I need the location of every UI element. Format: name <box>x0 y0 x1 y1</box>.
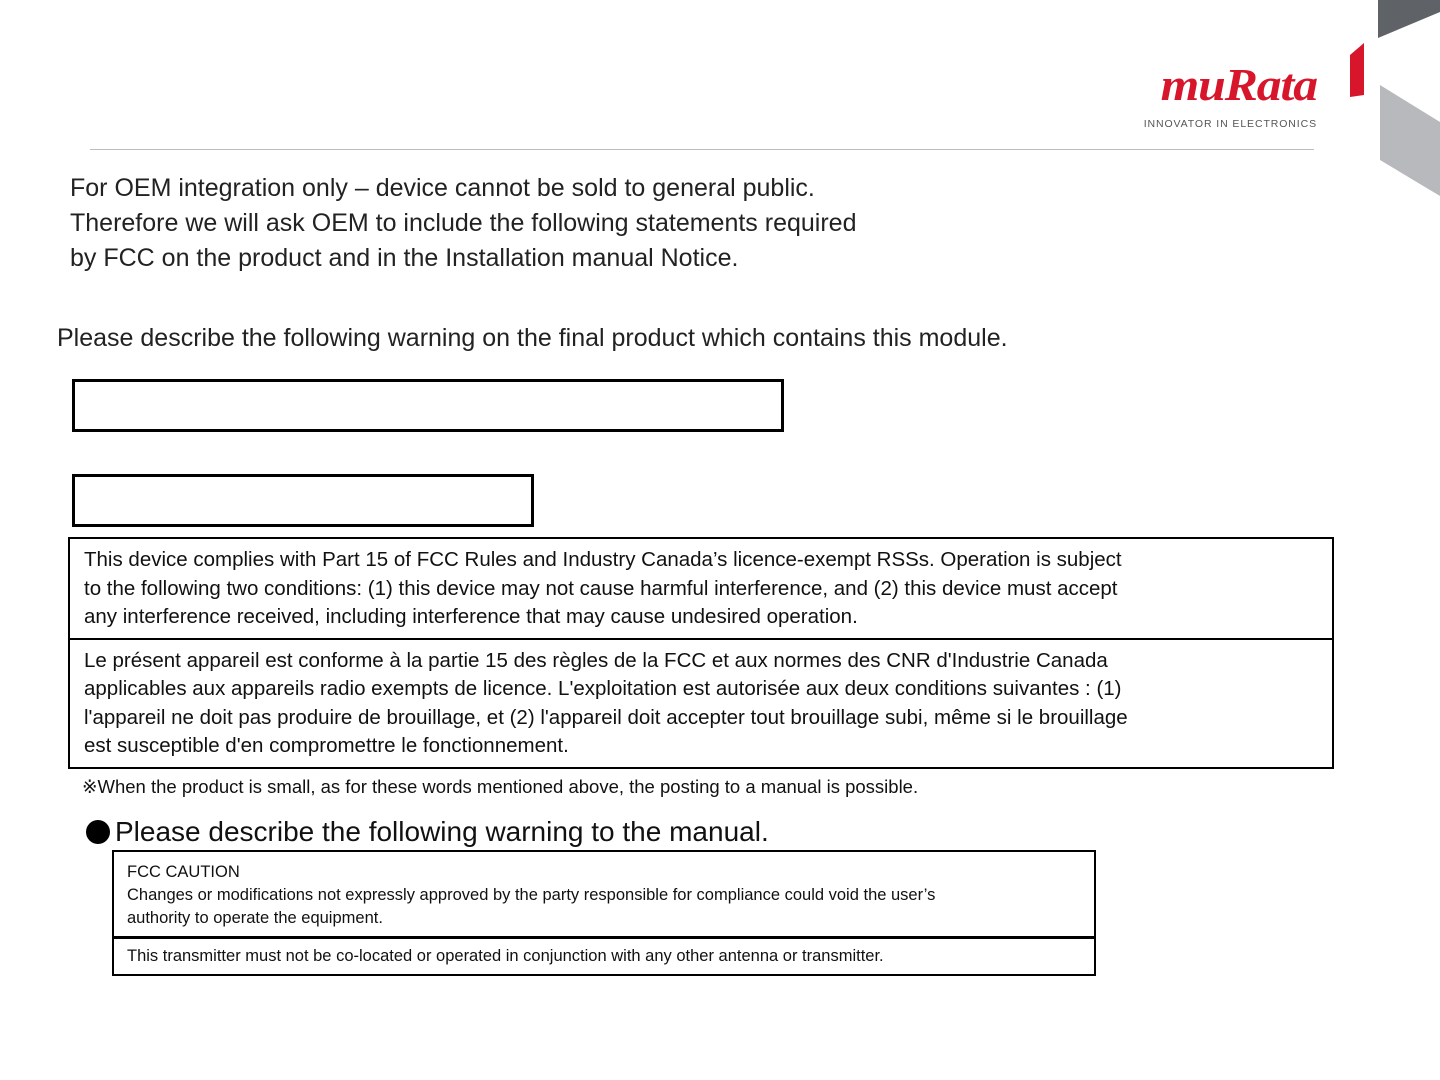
compliance-statement-table <box>68 537 1334 769</box>
statement-english <box>70 539 1332 638</box>
caution-title: FCC CAUTION <box>127 863 240 881</box>
statement-line: Le présent appareil est conforme à la partie 15 des règles de la FCC et aux normes des CNR d'Industrie Canada <box>84 648 1108 672</box>
statement-line: l'appareil ne doit pas produire de brouillage, et (2) l'appareil doit accepter tout brouillage subi, même si le brouillage <box>84 705 1128 729</box>
caution-line: authority to operate the equipment. <box>127 909 383 927</box>
statement-line: to the following two conditions: (1) this device may not cause harmful interference, and (2) this device must accept <box>84 576 1118 600</box>
intro-line: by FCC on the product and in the Installation manual Notice. <box>70 244 739 272</box>
label-box-narrow <box>72 474 534 527</box>
logo-wordmark: muRata <box>1160 59 1317 110</box>
label-instruction: Please describe the following warning on the final product which contains this module. <box>57 324 1008 352</box>
colocation-cell <box>114 936 1094 974</box>
corner-decoration <box>1350 0 1440 200</box>
statement-line: This device complies with Part 15 of FCC Rules and Industry Canada’s licence-exempt RSSs. Operation is subject <box>84 548 1122 571</box>
decor-dark-shape <box>1378 0 1440 38</box>
caution-line: Changes or modifications not expressly approved by the party responsible for compliance could void the user’s <box>127 886 936 904</box>
header-divider <box>90 149 1314 150</box>
statement-french <box>70 638 1332 767</box>
intro-line: Therefore we will ask OEM to include the following statements required <box>70 209 857 237</box>
manual-warning-heading <box>86 814 769 850</box>
statement-line: est susceptible d'en compromettre le fonctionnement. <box>84 734 569 757</box>
bullet-icon <box>86 820 110 844</box>
fcc-caution-table <box>112 850 1096 976</box>
colocation-text: This transmitter must not be co-located or operated in conjunction with any other antenna or transmitter. <box>127 947 884 965</box>
fcc-caution-cell <box>114 852 1094 936</box>
intro-paragraph <box>70 171 856 276</box>
label-box-wide <box>72 379 784 432</box>
murata-logo <box>1112 59 1317 130</box>
decor-light-shape <box>1380 85 1440 196</box>
statement-line: applicables aux appareils radio exempts de licence. L'exploitation est autorisée aux deux conditions suivantes : (1) <box>84 677 1122 700</box>
logo-tagline: INNOVATOR IN ELECTRONICS <box>1143 118 1317 130</box>
decor-red-shape <box>1350 43 1364 97</box>
intro-line: For OEM integration only – device cannot be sold to general public. <box>70 174 815 202</box>
small-product-footnote: ※When the product is small, as for these words mentioned above, the posting to a manual is possible. <box>82 776 919 797</box>
manual-heading-text: Please describe the following warning to the manual. <box>115 816 769 847</box>
statement-line: any interference received, including interference that may cause undesired operation. <box>84 605 858 628</box>
